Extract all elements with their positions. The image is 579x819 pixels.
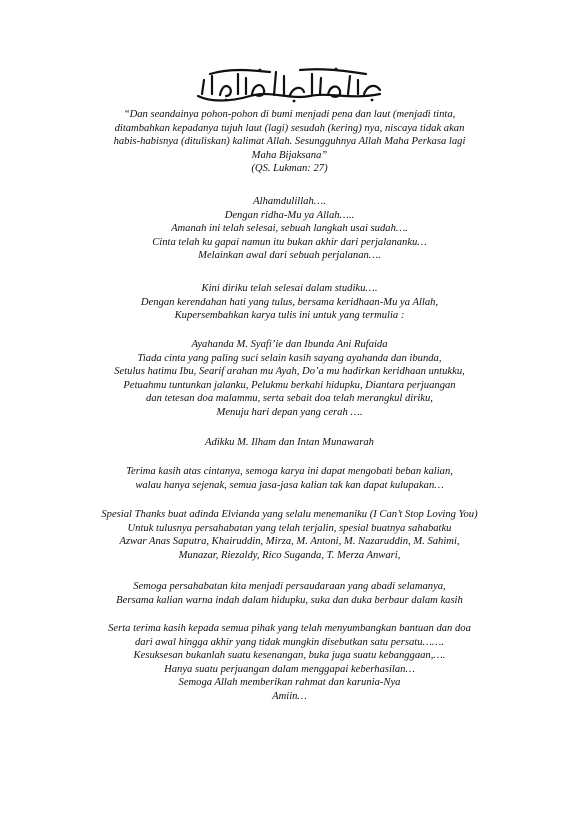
friends-line: Spesial Thanks buat adinda Elvianda yang selalu menemaniku (I Can’t Stop Loving You) [101,509,478,520]
alhamdulillah-line: Alhamdulillah…. [253,196,326,207]
alhamdulillah-line: Melainkan awal dari sebuah perjalanan…. [198,250,381,262]
final-thanks-block [0,622,579,704]
closing-line: Bersama kalian warna indah dalam hidupku, suka dan duka berbaur dalam kasih [116,594,463,606]
friends-block [0,508,579,562]
final-line: Serta terima kasih kepada semua pihak yang telah menyumbangkan bantuan dan doa [108,623,471,634]
alhamdulillah-block [0,195,579,263]
sibling-block [0,436,579,450]
dedication-line: Kupersembahkan karya tulis ini untuk yang termulia : [174,310,405,322]
parents-line: Menuju hari depan yang cerah …. [216,406,363,418]
final-line: Kesuksesan bukanlah suatu kesenangan, buka juga suatu kebanggaan,…. [133,650,446,662]
final-line: Hanya suatu perjuangan dalam menggapai keberhasilan… [164,663,415,675]
closing-line: Semoga persahabatan kita menjadi persaudaraan yang abadi selamanya, [133,581,446,592]
basmala-calligraphy-image [190,66,390,104]
parents-line: dan tetesan doa malammu, serta sebait doa telah merangkul diriku, [146,393,433,405]
friends-line: Munazar, Riezaldy, Rico Suganda, T. Merza Anwari, [178,549,401,561]
parents-line: Ayahanda M. Syafi’ie dan Ibunda Ani Rufaida [191,339,388,350]
friends-line: Untuk tulusnya persahabatan yang telah terjalin, spesial buatnya sahabatku [127,522,452,534]
verse-line: “Dan seandainya pohon-pohon di bumi menjadi pena dan laut (menjadi tinta, [123,109,456,120]
verse-citation: (QS. Lukman: 27) [251,163,328,175]
alhamdulillah-line: Amanah ini telah selesai, sebuah langkah usai sudah…. [171,223,408,235]
dedication-line: Kini diriku telah selesai dalam studiku…. [201,283,378,294]
quran-verse-block [0,108,579,176]
dedication-line: Dengan kerendahan hati yang tulus, bersama keridhaan-Mu ya Allah, [140,296,439,308]
parents-line: Setulus hatimu Ibu, Searif arahan mu Ayah, Do’a mu hadirkan keridhaan untukku, [114,366,465,378]
sibling-line: Adikku M. Ilham dan Intan Munawarah [205,437,374,448]
thanks-line: Terima kasih atas cintanya, semoga karya ini dapat mengobati beban kalian, [126,466,453,477]
alhamdulillah-line: Cinta telah ku gapai namun itu bukan akhir dari perjalananku… [152,236,427,248]
final-line: Semoga Allah memberikan rahmat dan karunia-Nya [178,677,401,689]
verse-line: Maha Bijaksana” [251,149,328,161]
amiin-line: Amiin… [272,690,307,702]
thanks-block [0,465,579,492]
dedication-intro-block [0,282,579,323]
parents-line: Tiada cinta yang paling suci selain kasih sayang ayahanda dan ibunda, [137,352,442,364]
verse-line: habis-habisnya (dituliskan) kalimat Allah. Sesungguhnya Allah Maha Perkasa lagi [113,136,466,148]
verse-line: ditambahkan kepadanya tujuh laut (lagi) sesudah (kering) nya, niscaya tidak akan [114,122,465,134]
thanks-line: walau hanya sejenak, semua jasa-jasa kalian tak kan dapat kulupakan… [135,479,444,491]
parents-block [0,338,579,420]
friendship-closing-block [0,580,579,607]
parents-line: Petuahmu tuntunkan jalanku, Pelukmu berkahi hidupku, Diantara perjuangan [123,379,456,391]
alhamdulillah-line: Dengan ridha-Mu ya Allah….. [224,209,355,221]
friends-line: Azwar Anas Saputra, Khairuddin, Mirza, M. Antoni, M. Nazaruddin, M. Sahimi, [119,536,460,548]
final-line: dari awal hingga akhir yang tidak mungkin disebutkan satu persatu……. [135,636,444,648]
